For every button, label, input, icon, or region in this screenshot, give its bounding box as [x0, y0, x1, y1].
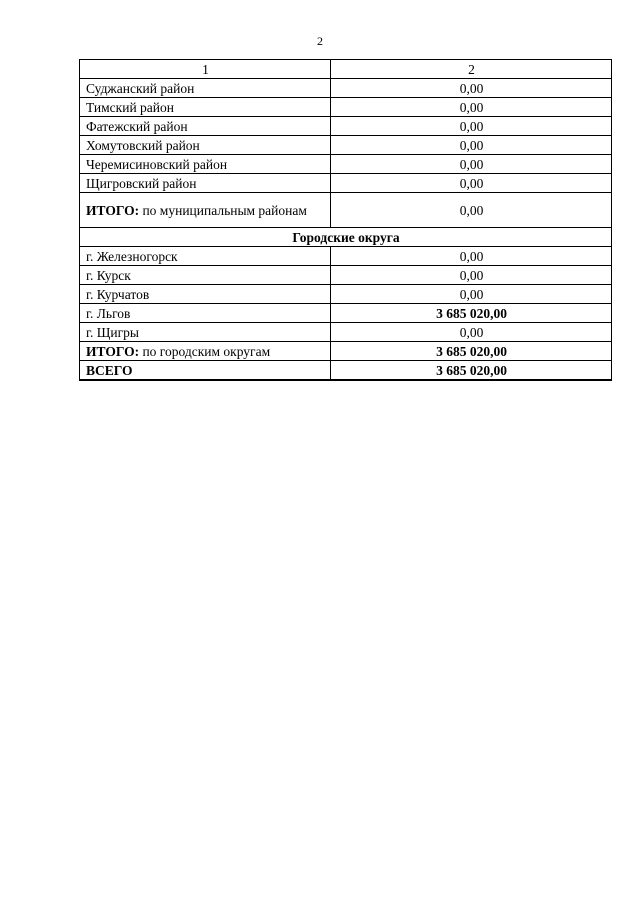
district-total-label: [80, 193, 331, 228]
table-row: [80, 304, 612, 323]
section-title: Городские округа: [80, 228, 612, 247]
page-number: 2: [317, 34, 323, 48]
row-name: г. Курск: [80, 266, 331, 285]
district-total-row: [80, 193, 612, 228]
row-name: Черемисиновский район: [80, 155, 331, 174]
grand-total-value: 3 685 020,00: [331, 361, 612, 381]
table-row: [80, 285, 612, 304]
row-value: 0,00: [331, 285, 612, 304]
table-row: [80, 247, 612, 266]
row-name: г. Железногорск: [80, 247, 331, 266]
table-row: [80, 136, 612, 155]
total-label-text: по городским округам: [139, 343, 271, 359]
row-name: Фатежский район: [80, 117, 331, 136]
table-header-row: [80, 60, 612, 79]
row-value: 0,00: [331, 117, 612, 136]
table-row: [80, 323, 612, 342]
table-row: [80, 155, 612, 174]
row-name: Тимский район: [80, 98, 331, 117]
row-value: 0,00: [331, 247, 612, 266]
table-row: [80, 174, 612, 193]
city-total-label: [80, 342, 331, 361]
table-row: [80, 79, 612, 98]
row-value: 0,00: [331, 323, 612, 342]
row-value: 0,00: [331, 174, 612, 193]
grand-total-row: [80, 361, 612, 381]
allocation-table: [79, 59, 612, 381]
row-name: г. Курчатов: [80, 285, 331, 304]
row-value: 0,00: [331, 79, 612, 98]
section-header-row: [80, 228, 612, 247]
row-name: Щигровский район: [80, 174, 331, 193]
table-row: [80, 98, 612, 117]
row-value: 0,00: [331, 266, 612, 285]
district-total-value: 0,00: [331, 193, 612, 228]
column-header-1: 1: [80, 60, 331, 79]
table-row: [80, 117, 612, 136]
row-value: 0,00: [331, 98, 612, 117]
total-label-prefix: ИТОГО:: [86, 202, 140, 218]
total-label-text: по муниципальным районам: [139, 202, 307, 218]
row-value: 0,00: [331, 155, 612, 174]
row-name: г. Щигры: [80, 323, 331, 342]
grand-total-label: ВСЕГО: [80, 361, 331, 381]
row-name: г. Льгов: [80, 304, 331, 323]
row-name: Хомутовский район: [80, 136, 331, 155]
city-total-value: 3 685 020,00: [331, 342, 612, 361]
table-row: [80, 266, 612, 285]
total-label-prefix: ИТОГО:: [86, 343, 140, 359]
row-value: 0,00: [331, 136, 612, 155]
row-value: 3 685 020,00: [331, 304, 612, 323]
column-header-2: 2: [331, 60, 612, 79]
row-name: Суджанский район: [80, 79, 331, 98]
city-total-row: [80, 342, 612, 361]
